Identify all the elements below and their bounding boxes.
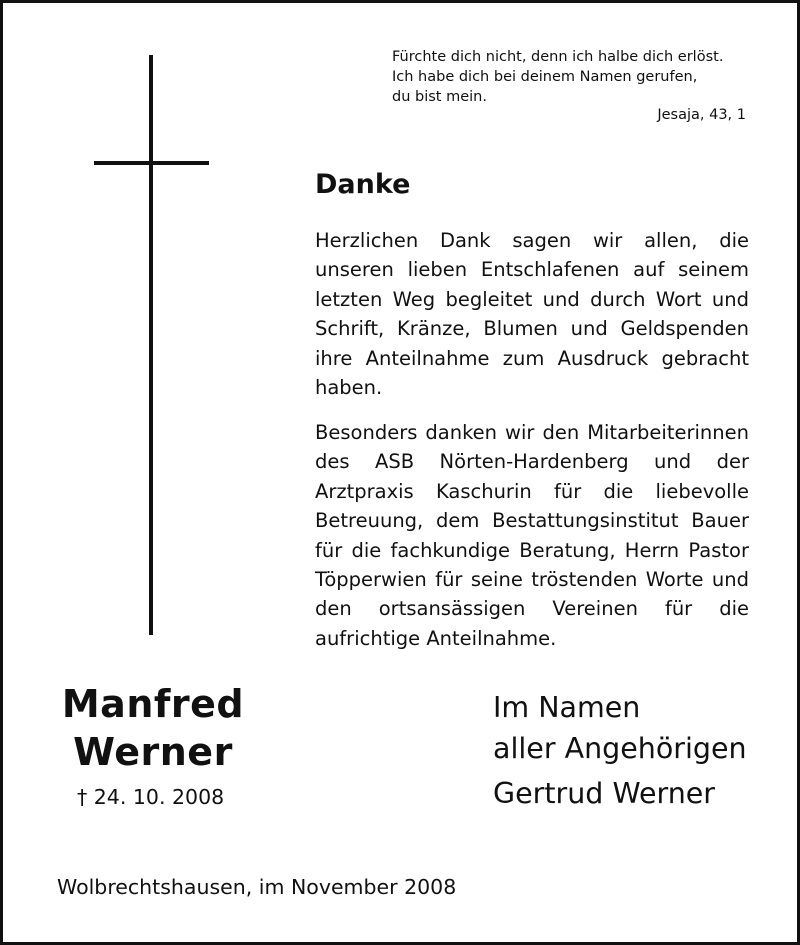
bible-quote [392,47,762,107]
thanks-paragraph: Herzlichen Dank sagen wir allen, die unseren lieben Entschlafenen auf seinem letzten Weg begleitet und durch Wort und Schrift, Kränze, Blumen und Geldspenden ihre Anteilnahme zum Ausdruck gebracht haben. [315,229,749,400]
signature-line: Im Namen [493,691,641,724]
thanks-paragraph: Besonders danken wir den Mitarbeiterinnen des ASB Nörten-Hardenberg und der Arztpraxis Kaschurin für die liebevolle Betreuung, dem Bestattungsinstitut Bauer für die fachkundige Beratung, Herrn Pastor Töpperwien für seine tröstenden Worte und den ortsansässigen Vereinen für die aufrichtige Anteilnahme. [315,421,749,650]
deceased-last-name: Werner [73,730,233,774]
quote-line: du bist mein. [392,89,487,105]
thanks-heading: Danke [315,169,411,200]
deceased-first-name: Manfred [61,682,245,726]
signature-name: Gertrud Werner [493,777,716,810]
death-date: † 24. 10. 2008 [77,785,225,809]
quote-reference: Jesaja, 43, 1 [657,107,746,123]
quote-line: Fürchte dich nicht, denn ich halbe dich erlöst. [392,49,724,65]
place-and-date: Wolbrechtshausen, im November 2008 [57,875,457,899]
quote-line: Ich habe dich bei deinem Namen gerufen, [392,69,698,85]
signature-line: aller Angehörigen [493,732,747,765]
cross-horizontal-bar [94,161,209,165]
cross-vertical-bar [149,55,153,635]
